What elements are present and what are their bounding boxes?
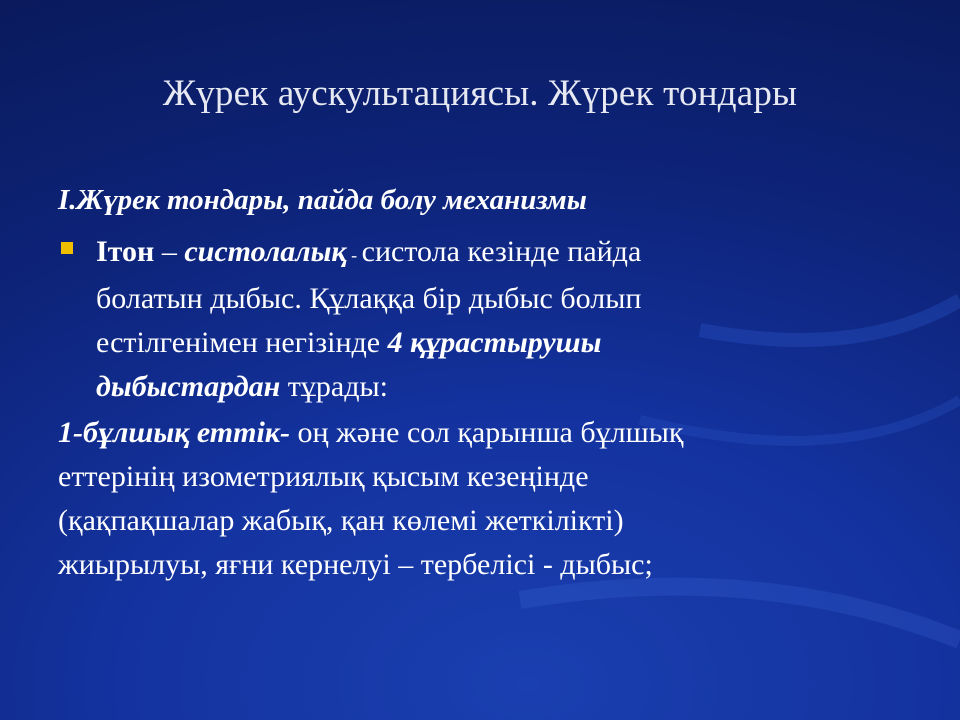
bullet-emphasis-2: дыбыстардан — [96, 370, 281, 403]
paragraph-line-1 — [58, 411, 878, 455]
square-bullet-icon — [61, 242, 73, 254]
bullet-line-1 — [96, 230, 878, 277]
section-heading: I.Жүрек тондары, пайда болу механизмы — [58, 184, 587, 216]
bullet-line-3-text: естілгенімен негізінде — [96, 326, 388, 359]
paragraph-line-3: (қақпақшалар жабық, қан көлемі жеткілікті) — [58, 504, 624, 537]
bullet-item — [58, 230, 878, 409]
bullet-term: Iтон — [96, 235, 155, 268]
bullet-line-4-rest: тұрады: — [280, 370, 388, 403]
bullet-term-italic: систолалық — [184, 235, 347, 268]
bullet-line-4 — [96, 365, 878, 409]
bullet-line-3 — [96, 321, 878, 365]
paragraph-line-2: еттерінің изометриялық қысым кезеңінде — [58, 460, 589, 493]
bullet-line-1-rest: систола кезінде пайда — [361, 235, 642, 268]
paragraph-line-4: жиырылуы, яғни кернелуі – тербелісі - дыбыс; — [58, 548, 653, 581]
paragraph-lead: 1-бұлшық еттік- — [58, 416, 290, 449]
slide-body — [58, 178, 878, 587]
slide-title: Жүрек аускультациясы. Жүрек тондары — [162, 73, 798, 114]
paragraph — [58, 411, 878, 587]
bullet-line-2: болатын дыбыс. Құлаққа бір дыбыс болып — [96, 282, 642, 315]
bullet-dash: – — [154, 235, 185, 268]
bullet-small-dash: - — [346, 245, 362, 265]
bullet-emphasis: 4 құрастырушы — [387, 326, 602, 359]
paragraph-line-1-rest: оң және сол қарынша бұлшық — [290, 416, 684, 449]
